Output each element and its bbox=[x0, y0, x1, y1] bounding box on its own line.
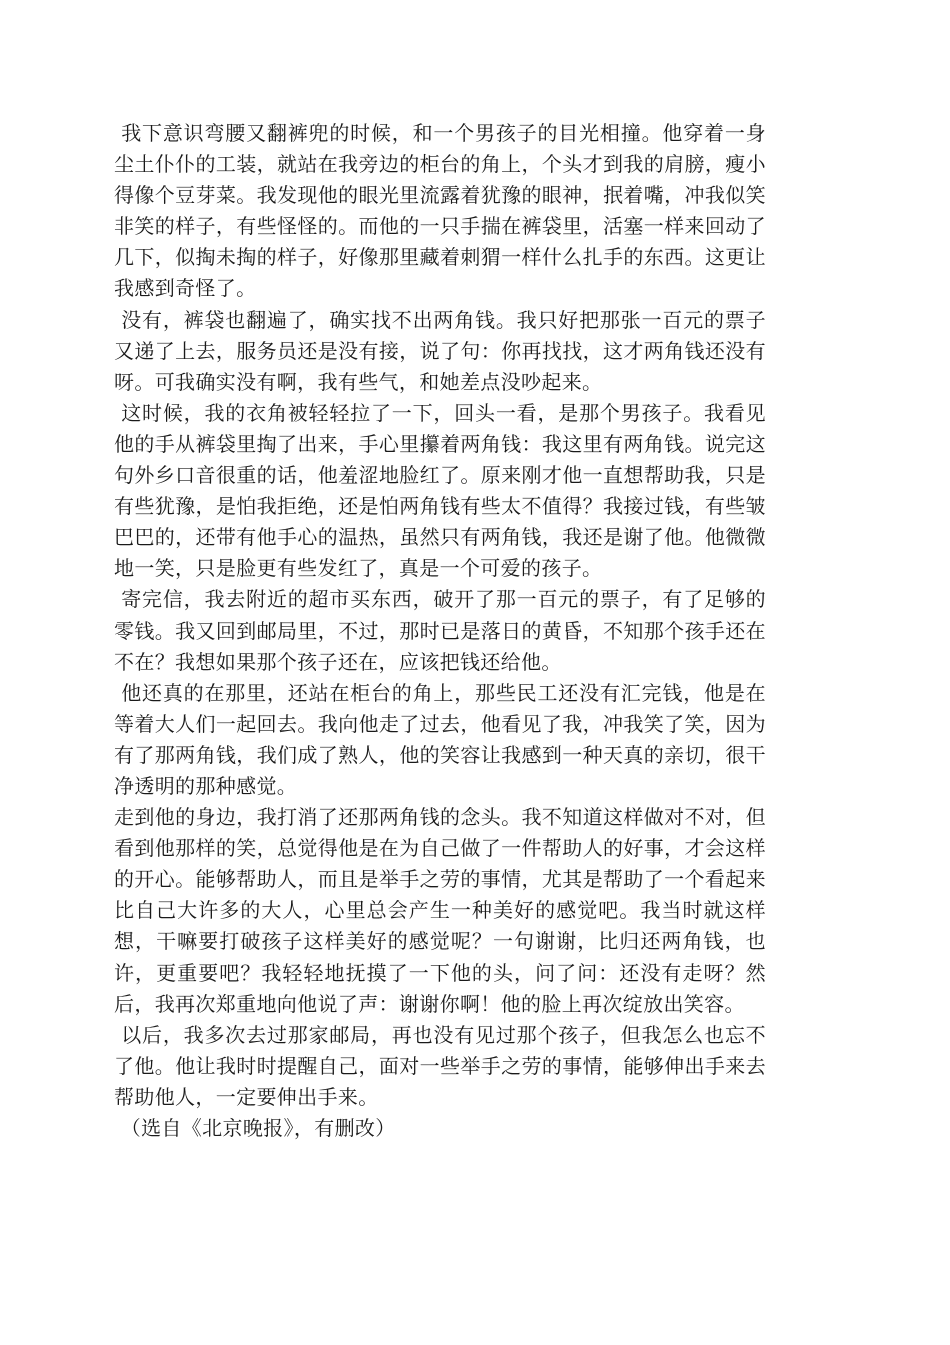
paragraph-7: 以后，我多次去过那家邮局，再也没有见过那个孩子，但我怎么也忘不了他。他让我时时提醒自己，面对一些举手之劳的事情，能够伸出手来去帮助他人，一定要伸出手来。 bbox=[114, 1022, 766, 1109]
paragraph-5: 他还真的在那里，还站在柜台的角上，那些民工还没有汇完钱，他是在等着大人们一起回去。我向他走了过去，他看见了我，冲我笑了笑，因为有了那两角钱，我们成了熟人，他的笑容让我感到一种天真的亲切，很干净透明的那种感觉。 bbox=[114, 680, 766, 798]
paragraph-4: 寄完信，我去附近的超市买东西，破开了那一百元的票子，有了足够的零钱。我又回到邮局里，不过，那时已是落日的黄昏，不知那个孩手还在不在？我想如果那个孩子还在，应该把钱还给他。 bbox=[114, 587, 766, 674]
article-body bbox=[114, 118, 766, 1144]
paragraph-3: 这时候，我的衣角被轻轻拉了一下，回头一看，是那个男孩子。我看见他的手从裤袋里掏了出来，手心里攥着两角钱：我这里有两角钱。说完这句外乡口音很重的话，他羞涩地脸红了。原来刚才他一直想帮助我，只是有些犹豫，是怕我拒绝，还是怕两角钱有些太不值得？我接过钱，有些皱巴巴的，还带有他手心的温热，虽然只有两角钱，我还是谢了他。他微微地一笑，只是脸更有些发红了，真是一个可爱的孩子。 bbox=[114, 400, 766, 581]
source-note: （选自《北京晚报》，有删改） bbox=[114, 1116, 396, 1140]
paragraph-2: 没有，裤袋也翻遍了，确实找不出两角钱。我只好把那张一百元的票子又递了上去，服务员还是没有接，说了句：你再找找，这才两角钱还没有呀。可我确实没有啊，我有些气，和她差点没吵起来。 bbox=[114, 307, 766, 394]
paragraph-6: 走到他的身边，我打消了还那两角钱的念头。我不知道这样做对不对，但看到他那样的笑，总觉得他是在为自己做了一件帮助人的好事，才会这样的开心。能够帮助人，而且是举手之劳的事情，尤其是帮助了一个看起来比自己大许多的大人，心里总会产生一种美好的感觉吧。我当时就这样想，干嘛要打破孩子这样美好的感觉呢？一句谢谢，比归还两角钱，也许，更重要吧？我轻轻地抚摸了一下他的头，问了问：还没有走呀？然后，我再次郑重地向他说了声：谢谢你啊！他的脸上再次绽放出笑容。 bbox=[114, 805, 766, 1016]
paragraph-1: 我下意识弯腰又翻裤兜的时候，和一个男孩子的目光相撞。他穿着一身尘土仆仆的工装，就站在我旁边的柜台的角上，个头才到我的肩膀，瘦小得像个豆芽菜。我发现他的眼光里流露着犹豫的眼神，抿着嘴，冲我似笑非笑的样子，有些怪怪的。而他的一只手揣在裤袋里，活塞一样来回动了几下，似掏未掏的样子，好像那里藏着刺猬一样什么扎手的东西。这更让我感到奇怪了。 bbox=[114, 121, 766, 301]
